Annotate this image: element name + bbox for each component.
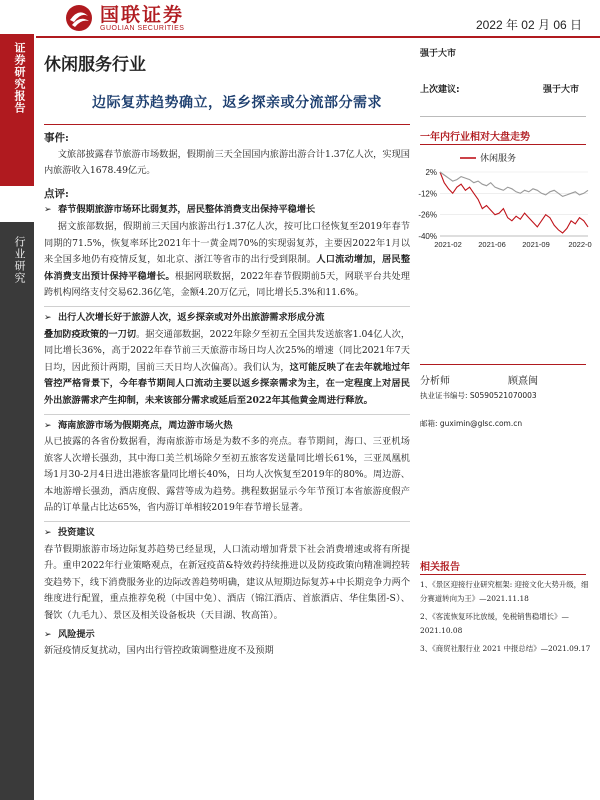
- related-report-title: 2、《客流恢复环比放缓，免税销售稳增长》: [420, 612, 562, 622]
- main-content: [44, 128, 410, 660]
- arrow-icon: ➢: [44, 420, 52, 431]
- point2-title: 出行人次增长好于旅游人次，返乡探亲或对外出旅游需求形成分流: [58, 311, 325, 323]
- point1-title: 春节假期旅游市场环比弱复苏，居民整体消费支出保持平稳增长: [58, 204, 316, 216]
- last-rating-label: 上次建议:: [420, 85, 460, 95]
- point1-heading: [44, 202, 410, 219]
- section-divider: [44, 521, 410, 522]
- industry-title: 休闲服务行业: [44, 55, 146, 75]
- relative-performance-chart: [412, 146, 592, 252]
- sidebar-report-type: [0, 34, 34, 186]
- point2-body: [58, 310, 410, 327]
- related-report-date: —2021.11.18: [479, 593, 529, 603]
- point2-heading: [44, 310, 410, 327]
- report-headline: 边际复苏趋势确立，返乡探亲或分流部分需求: [92, 95, 382, 111]
- related-report-item[interactable]: [420, 642, 592, 656]
- point3-text: 从已披露的各省份数据看，海南旅游市场是为数不多的亮点。春节期间，海口、三亚机场旅客人次增长强劲，其中海口美兰机场除夕至初五旅客发送量同比增长61%，三亚凤凰机场1月30-2月4日进出港旅客量同比增长40%，日均人次恢复至2019年的80%。周边游、本地游增长强劲，酒店度假、露营等成为趋势。携程数据显示今年节预订本省旅游度假产品的订单量占比达65%，省内游订单相较2019年春节增长显著。: [44, 436, 410, 514]
- related-report-title: 3、《商贸社服行业 2021 中报总结》: [420, 644, 541, 654]
- related-reports-list: [420, 578, 592, 661]
- chart-y-tick-label: 2%: [425, 168, 437, 177]
- sidebar-report-type-label: 证券研究报告: [13, 42, 26, 114]
- headline-divider: [44, 124, 410, 125]
- event-label: 事件:: [44, 132, 69, 144]
- logo-chinese-name: 国联证券: [100, 3, 185, 26]
- point3-title: 海南旅游市场为假期亮点，周边游市场火热: [58, 419, 233, 431]
- section-divider: [44, 414, 410, 415]
- chart-y-tick-label: -26%: [418, 210, 437, 220]
- risk-title: 风险提示: [58, 628, 95, 640]
- related-report-item[interactable]: [420, 610, 592, 637]
- arrow-icon: ➢: [44, 528, 52, 539]
- chart-x-tick-label: 2022-0: [568, 240, 592, 249]
- chart-y-tick-label: -40%: [418, 232, 437, 241]
- investment-title: 投资建议: [58, 527, 95, 539]
- chart-legend-label: 休闲服务: [480, 154, 517, 164]
- related-report-date: —2021.09.17: [540, 644, 591, 654]
- section-divider: [44, 306, 410, 307]
- point1-body: [44, 219, 410, 302]
- point2-continued: [44, 327, 410, 410]
- chart-title-divider: [420, 144, 586, 145]
- chart-x-tick-label: 2021-02: [434, 240, 462, 249]
- arrow-icon: ➢: [44, 629, 52, 640]
- point3-heading: [44, 418, 410, 435]
- chart-x-tick-label: 2021-09: [522, 240, 550, 249]
- last-rating-value: 强于大市: [543, 85, 580, 95]
- sidebar-category-label: 行业研究: [13, 236, 26, 284]
- header-divider: [36, 36, 600, 38]
- investment-text: 春节假期旅游市场边际复苏趋势已经显现，人口流动增加背景下社会消费增速或将有所提升。重申2022年行业策略观点，在新冠疫苗&特效药持续推进以及防疫政策向精准调控转变趋势下，线下消费服务业的边际改善趋势明确，建议从短期边际复苏+中长期竞争力两个维度进行配置，重点推荐免税（中国中免）、酒店（锦江酒店、首旅酒店、华住集团-S）、餐饮（九毛九）、景区及相关设备板块（天目湖、牧高笛）。: [44, 543, 411, 622]
- analyst-name: 顾熹闽: [508, 376, 538, 387]
- risk-heading: [44, 627, 410, 644]
- analyst-email[interactable]: 邮箱: guximin@glsc.com.cn: [420, 419, 523, 428]
- analyst-label: 分析师: [420, 376, 450, 387]
- chart-y-tick-label: -12%: [418, 189, 437, 199]
- logo-emblem-icon: [64, 3, 94, 33]
- investment-heading: [44, 525, 410, 542]
- related-reports-title: 相关报告: [420, 562, 460, 573]
- analyst-divider: [420, 364, 586, 365]
- related-report-item[interactable]: [420, 578, 592, 605]
- chart-series-line: [440, 172, 588, 233]
- related-report-date: —2021.10.08: [420, 612, 569, 635]
- arrow-icon: ➢: [44, 205, 52, 216]
- chart-series-line: [440, 172, 588, 196]
- rating-current: 强于大市: [420, 49, 457, 59]
- point2-title-cont: 叠加防疫政策的一刀切: [44, 328, 137, 340]
- related-report-title: 1、《景区迎接行业研究框架: 迎接文化大势升级，细分赛道转向为王》: [420, 580, 589, 603]
- point2-bold: 这可能反映了在去年就地过年管控严格背景下，今年春节期间人口流动主要以返乡探亲需求为主，在一定程度上对居民外出旅游需求产生抑制，未来该部分需求或延后至2022年其他黄金周进行释放。: [44, 361, 410, 406]
- point1-text2: 根据网联数据，2022年春节假期前5天，网联平台共处理跨机构网络支付交易62.36亿笔，金额4.20万亿元，同比增长5.3%和11.6%。: [44, 270, 410, 299]
- arrow-icon: ➢: [44, 312, 52, 323]
- point2-text1: 。据交通部数据，2022年除夕至初五全国共发送旅客1.04亿人次，同比增长36%，高于2022年春节前三天旅游市场日均人次25%的增速（同比2021年7天日均，因此预计两期，国前三天日均人次偏高）。我们认为，: [44, 328, 411, 373]
- chart-x-tick-label: 2021-06: [478, 240, 506, 249]
- sidebar-category: [0, 222, 34, 800]
- company-logo: [64, 2, 184, 34]
- chart-title: 一年内行业相对大盘走势: [420, 132, 530, 143]
- event-text: 文旅部披露春节旅游市场数据，假期前三天全国国内旅游出游合计1.37亿人次，实现国内旅游收入1678.49亿元。: [44, 148, 410, 177]
- comment-label: 点评:: [44, 187, 69, 200]
- related-reports-divider: [420, 574, 586, 575]
- rating-divider: [420, 116, 586, 117]
- report-date: 2022 年 02 月 06 日: [475, 18, 582, 32]
- point1-bold: 人口流动增加，居民整体消费支出预计保持平稳增长。: [44, 254, 411, 282]
- analyst-certificate: 执业证书编号: S0590521070003: [420, 391, 537, 400]
- point1-text1: 据文旅部数据，假期前三天国内旅游出行1.37亿人次，按可比口径恢复至2019年春节同期的71.5%，恢复率环比2021年十一黄金周70%的实现弱复苏，主要因2022年1月以来全国多地仍有疫情反复，如北京、浙江等省市的出行受到限制。: [44, 220, 410, 266]
- risk-text: 新冠疫情反复扰动，国内出行管控政策调整进度不及预期: [44, 645, 274, 657]
- logo-english-name: GUOLIAN SECURITIES: [100, 24, 185, 32]
